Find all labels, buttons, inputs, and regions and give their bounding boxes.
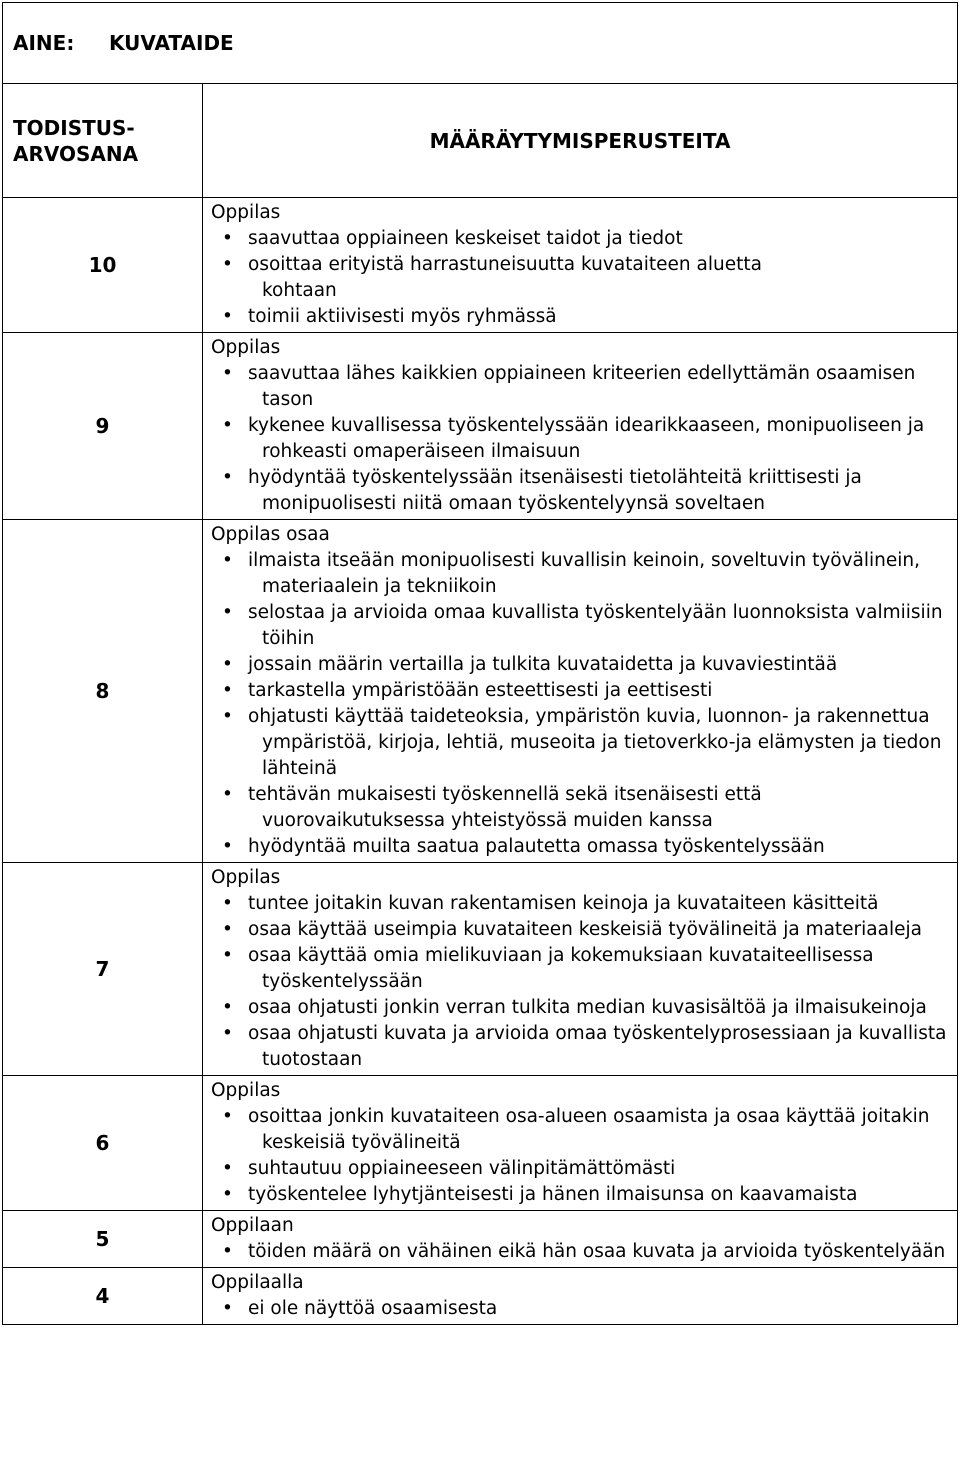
criteria-item: • osoittaa erityistä harrastuneisuutta kuvataiteen aluetta kohtaan	[248, 252, 949, 304]
criteria-item: • tuntee joitakin kuvan rakentamisen keinoja ja kuvataiteen käsitteitä	[248, 891, 949, 917]
criteria-item: • ohjatusti käyttää taideteoksia, ympäristön kuvia, luonnon- ja rakennettua ympäristöä, kirjoja, lehtiä, museoita ja tietoverkko-ja elämysten ja tiedon lähteinä	[248, 704, 949, 782]
grade-value: 10	[88, 253, 117, 277]
grade-row-8	[3, 520, 958, 863]
grade-cell	[3, 1268, 203, 1325]
criteria-intro: Oppilas osaa	[211, 524, 330, 545]
criteria-cell	[203, 333, 958, 520]
grade-cell	[3, 333, 203, 520]
grade-cell	[3, 1076, 203, 1211]
criteria-item: • saavuttaa lähes kaikkien oppiaineen kriteerien edellyttämän osaamisen tason	[248, 361, 949, 413]
grade-row-10	[3, 198, 958, 333]
grade-column-header	[3, 84, 203, 198]
criteria-cell	[203, 1076, 958, 1211]
grade-cell	[3, 198, 203, 333]
grade-column-title: TODISTUS- ARVOSANA	[13, 115, 139, 166]
criteria-item: • jossain määrin vertailla ja tulkita kuvataidetta ja kuvaviestintää	[248, 652, 949, 678]
criteria-cell	[203, 1268, 958, 1325]
subject-value: KUVATAIDE	[109, 31, 234, 55]
criteria-intro: Oppilaalla	[211, 1272, 304, 1293]
grade-value: 9	[95, 414, 110, 438]
grade-value: 6	[95, 1131, 110, 1155]
criteria-item: • suhtautuu oppiaineeseen välinpitämättömästi	[248, 1156, 949, 1182]
criteria-item: • hyödyntää työskentelyssään itsenäisesti tietolähteitä kriittisesti ja monipuolisesti niitä omaan työskentelyynsä soveltaen	[248, 465, 949, 517]
criteria-item: • ei ole näyttöä osaamisesta	[248, 1296, 949, 1322]
criteria-list	[248, 548, 949, 860]
subject-label: AINE:	[13, 31, 75, 55]
subject-row	[3, 3, 958, 84]
criteria-list	[248, 1239, 949, 1265]
criteria-item: • selostaa ja arvioida omaa kuvallista työskentelyään luonnoksista valmiisiin töihin	[248, 600, 949, 652]
criteria-intro: Oppilaan	[211, 1215, 294, 1236]
subject-cell	[3, 3, 958, 84]
grade-row-9	[3, 333, 958, 520]
criteria-list	[248, 1104, 949, 1208]
header-row	[3, 84, 958, 198]
grade-value: 5	[95, 1227, 110, 1251]
criteria-cell	[203, 863, 958, 1076]
criteria-list	[248, 361, 949, 517]
grade-cell	[3, 520, 203, 863]
criteria-intro: Oppilas	[211, 337, 281, 358]
criteria-cell	[203, 1211, 958, 1268]
grade-row-4	[3, 1268, 958, 1325]
grade-row-7	[3, 863, 958, 1076]
grading-criteria-table	[2, 2, 958, 1325]
criteria-item: • töiden määrä on vähäinen eikä hän osaa kuvata ja arvioida työskentelyään	[248, 1239, 949, 1265]
criteria-column-header	[203, 84, 958, 198]
criteria-item: • osaa ohjatusti kuvata ja arvioida omaa työskentelyprosessiaan ja kuvallista tuotostaan	[248, 1021, 949, 1073]
criteria-item: • ilmaista itseään monipuolisesti kuvallisin keinoin, soveltuvin työvälinein, materiaalein ja tekniikoin	[248, 548, 949, 600]
criteria-item: • työskentelee lyhytjänteisesti ja hänen ilmaisunsa on kaavamaista	[248, 1182, 949, 1208]
criteria-item: • osaa käyttää omia mielikuviaan ja kokemuksiaan kuvataiteellisessa työskentelyssään	[248, 943, 949, 995]
criteria-item: • saavuttaa oppiaineen keskeiset taidot ja tiedot	[248, 226, 949, 252]
criteria-list	[248, 226, 949, 330]
criteria-item: • tehtävän mukaisesti työskennellä sekä itsenäisesti että vuorovaikutuksessa yhteistyössä muiden kanssa	[248, 782, 949, 834]
criteria-item-continuation: kohtaan	[262, 280, 337, 301]
grade-cell	[3, 863, 203, 1076]
criteria-item: • hyödyntää muilta saatua palautetta omassa työskentelyssään	[248, 834, 949, 860]
criteria-list	[248, 891, 949, 1073]
criteria-item: • osaa ohjatusti jonkin verran tulkita median kuvasisältöä ja ilmaisukeinoja	[248, 995, 949, 1021]
criteria-item: • kykenee kuvallisessa työskentelyssään idearikkaaseen, monipuoliseen ja rohkeasti omaperäiseen ilmaisuun	[248, 413, 949, 465]
criteria-intro: Oppilas	[211, 202, 281, 223]
grade-row-5	[3, 1211, 958, 1268]
grade-value: 7	[95, 957, 110, 981]
grade-cell	[3, 1211, 203, 1268]
criteria-column-title: MÄÄRÄYTYMISPERUSTEITA	[429, 128, 731, 153]
criteria-item: • osoittaa jonkin kuvataiteen osa-alueen osaamista ja osaa käyttää joitakin keskeisiä työvälineitä	[248, 1104, 949, 1156]
criteria-item: • toimii aktiivisesti myös ryhmässä	[248, 304, 949, 330]
criteria-item: • tarkastella ympäristöään esteettisesti ja eettisesti	[248, 678, 949, 704]
criteria-intro: Oppilas	[211, 1080, 281, 1101]
criteria-item: • osaa käyttää useimpia kuvataiteen keskeisiä työvälineitä ja materiaaleja	[248, 917, 949, 943]
criteria-intro: Oppilas	[211, 867, 281, 888]
criteria-cell	[203, 198, 958, 333]
criteria-list	[248, 1296, 949, 1322]
grade-value: 8	[95, 679, 110, 703]
grade-row-6	[3, 1076, 958, 1211]
grade-value: 4	[95, 1284, 110, 1308]
criteria-cell	[203, 520, 958, 863]
